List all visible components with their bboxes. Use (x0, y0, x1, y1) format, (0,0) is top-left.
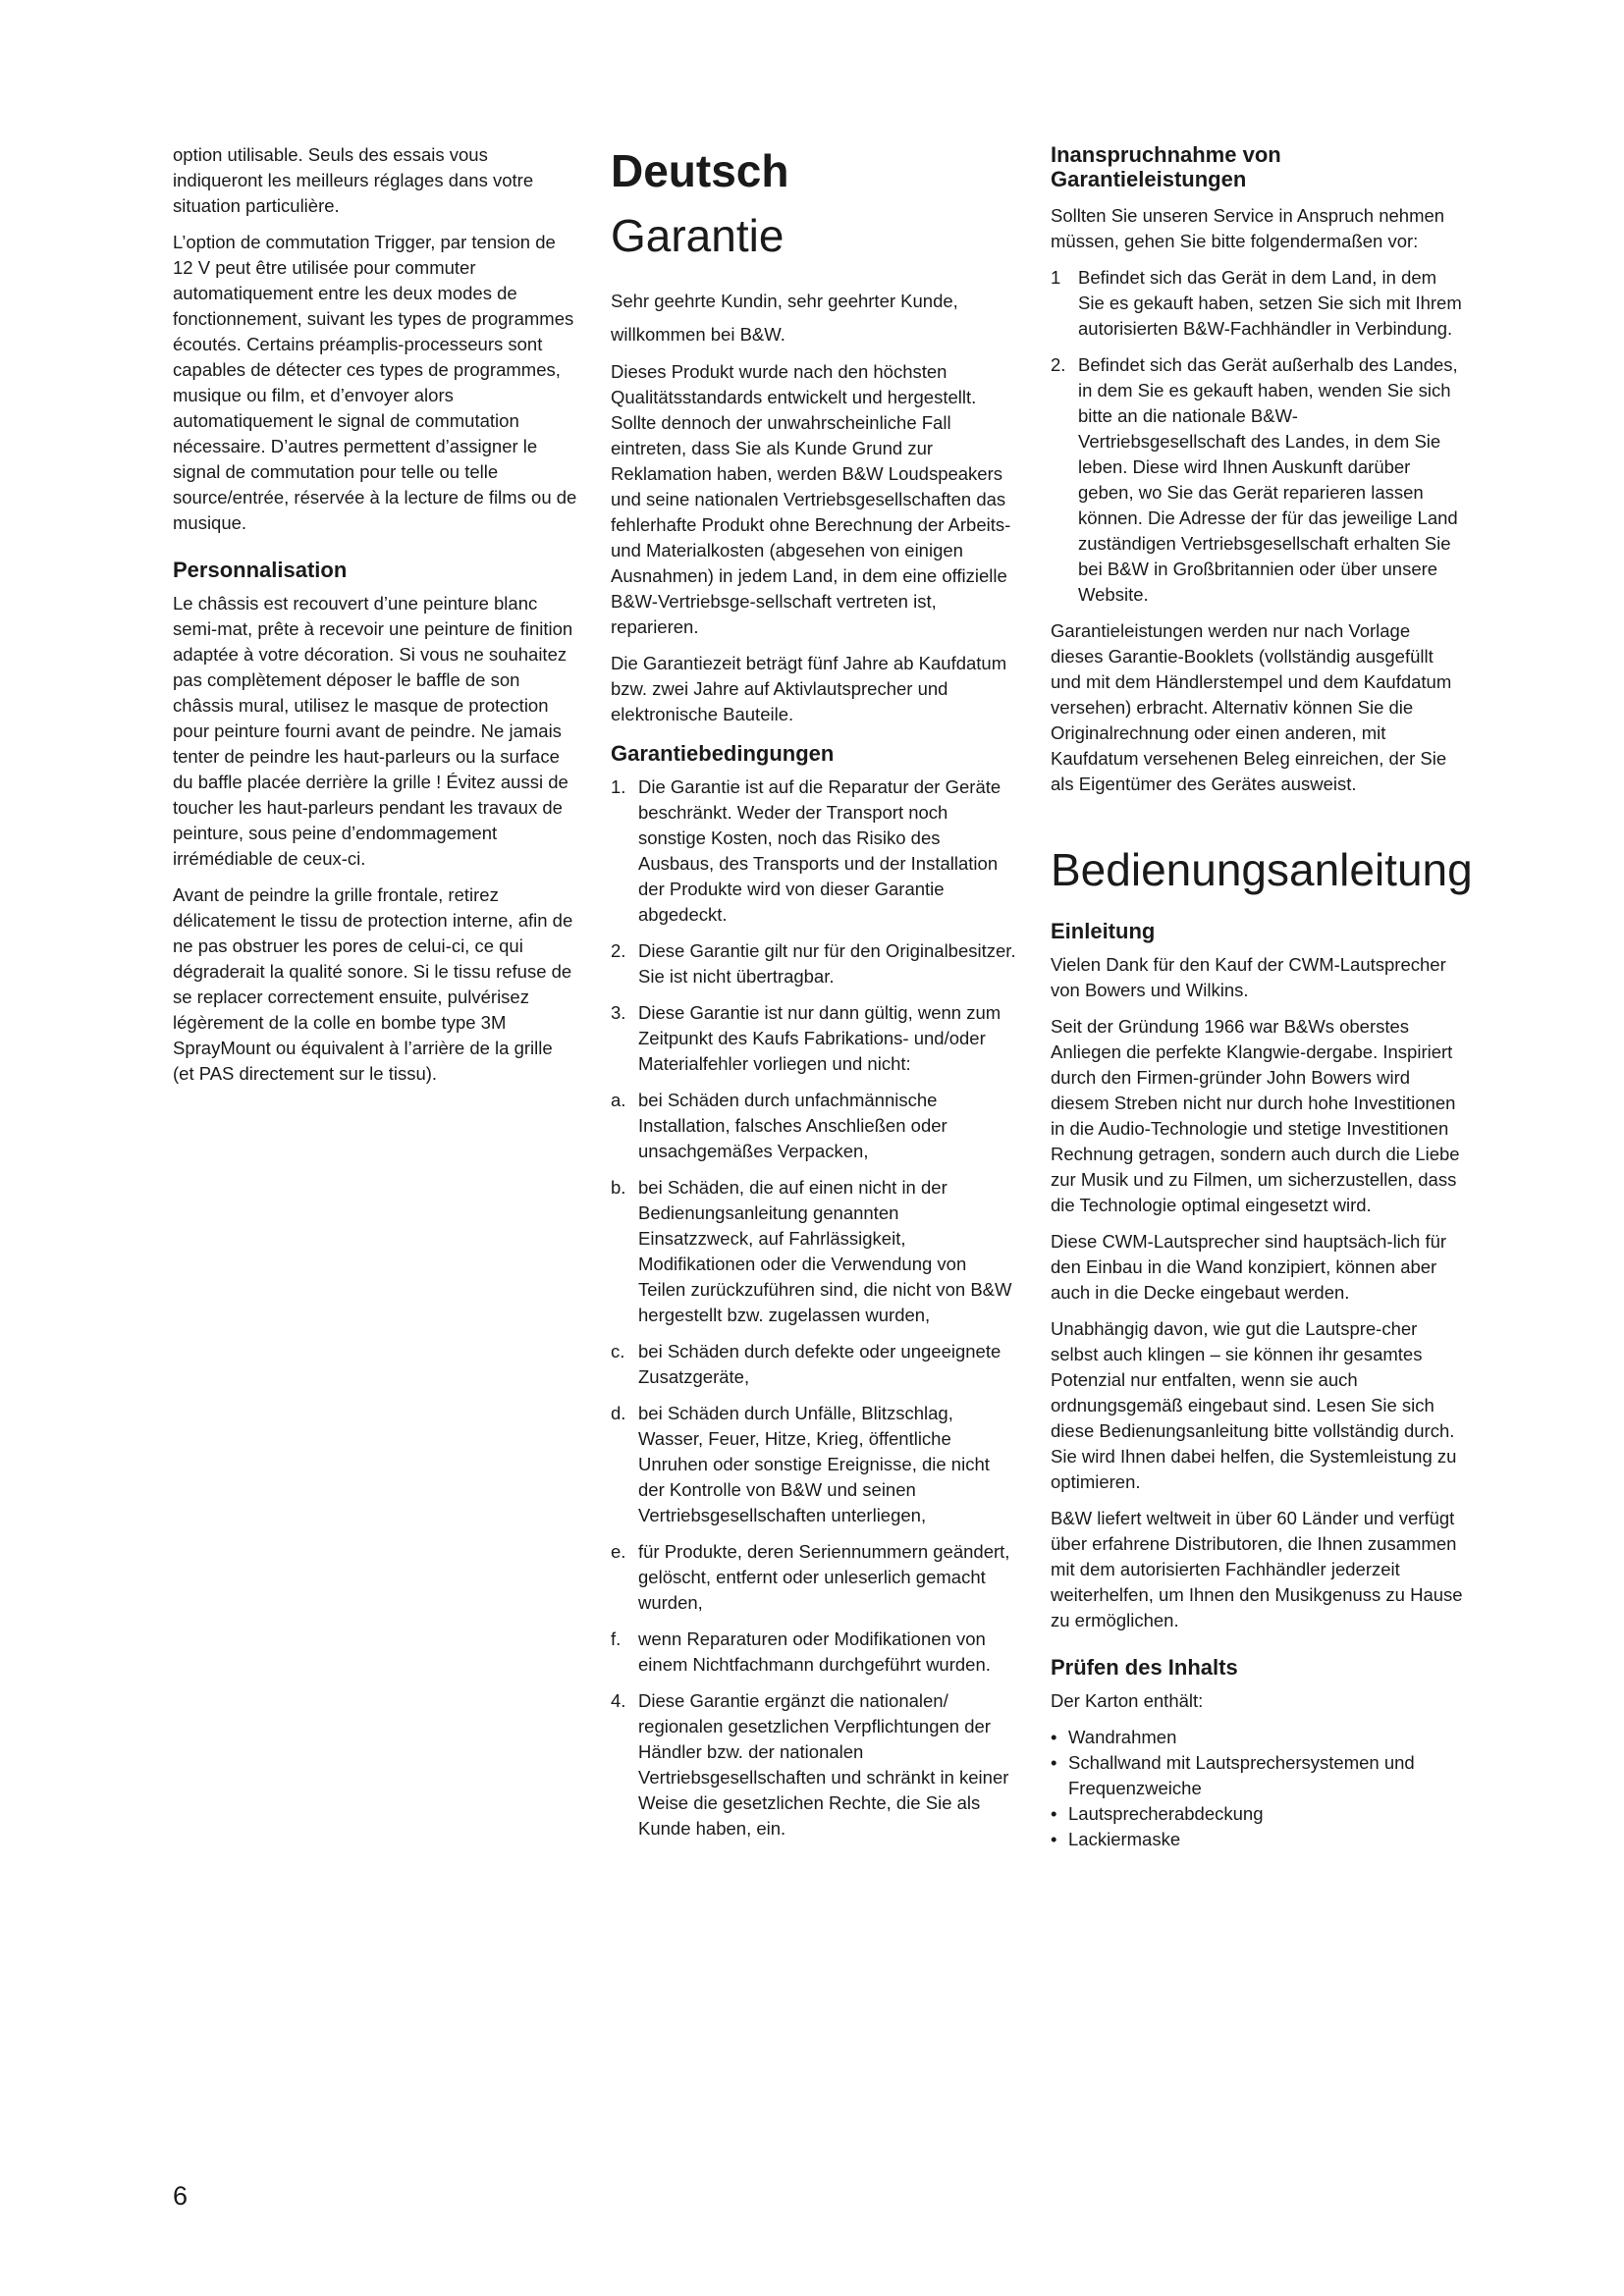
conditions-list (611, 774, 1017, 1842)
paragraph: Vielen Dank für den Kauf der CWM-Lautsprecher von Bowers und Wilkins. (1051, 954, 1446, 1000)
paragraph: L’option de commutation Trigger, par tension de 12 V peut être utilisée pour commuter automatiquement entre les deux modes de fonctionnement, suivant les types de programmes écoutés. Certains préamplis-processeurs sont capables de détecter ces types de programmes, musique ou film, et d’envoyer alors automatiquement le signal de commutation nécessaire. D’autres permettent d’assigner le signal de commutation pour telle ou telle source/entrée, réservée à la lecture de films ou de musique. (173, 232, 577, 533)
section-heading-pruefen: Prüfen des Inhalts (1051, 1655, 1238, 1680)
list-item (611, 938, 1017, 989)
list-item (611, 1088, 1017, 1164)
greeting: Sehr geehrte Kundin, sehr geehrter Kunde, willkommen bei B&W. (611, 291, 958, 345)
column-german-warranty (611, 137, 1017, 1852)
list-text: bei Schäden durch unfachmännische Installation, falsches Anschließen oder unsachgemäßes Verpacken, (638, 1090, 947, 1161)
paragraph: Die Garantiezeit beträgt fünf Jahre ab Kaufdatum bzw. zwei Jahre auf Aktivlautsprecher und elektronische Bauteile. (611, 653, 1007, 724)
list-item (611, 1688, 1017, 1842)
list-marker: 2. (611, 940, 626, 961)
list-item (1051, 265, 1463, 342)
column-german-service (1051, 142, 1473, 1852)
list-text: Wandrahmen (1068, 1727, 1177, 1747)
bullet: • (1051, 1727, 1057, 1747)
section-title-bedienungsanleitung: Bedienungsanleitung (1051, 844, 1473, 895)
list-marker: b. (611, 1177, 626, 1198)
list-marker: 1. (611, 776, 626, 797)
paragraph: Diese CWM-Lautsprecher sind hauptsäch-lich für den Einbau in die Wand konzipiert, können aber auch in die Decke eingebaut werden. (1051, 1231, 1447, 1303)
section-title-garantie: Garantie (611, 210, 785, 261)
list-text: wenn Reparaturen oder Modifikationen von einem Nichtfachmann durchgeführt wurden. (638, 1629, 991, 1675)
bullet: • (1051, 1803, 1057, 1824)
list-text: Lackiermaske (1068, 1829, 1181, 1849)
paragraph: Garantieleistungen werden nur nach Vorlage dieses Garantie-Booklets (vollständig ausgefüllt und mit dem Händlerstempel und dem Kaufdatum versehen) erbracht. Alternativ können Sie die Originalrechnung oder einen anderen, mit Kaufdatum versehenen Beleg einreichen, der Sie als Eigentümer des Gerätes ausweist. (1051, 620, 1452, 794)
list-item (1051, 1827, 1463, 1852)
paragraph: B&W liefert weltweit in über 60 Länder und verfügt über erfahrene Distributoren, die Ihnen zusammen mit dem autorisierten Fachhändler jederzeit weiterhelfen, um Ihnen den Musikgenuss zu Hause zu ermöglichen. (1051, 1508, 1463, 1630)
paragraph: Le châssis est recouvert d’une peinture blanc semi-mat, prête à recevoir une peinture de finition adaptée à votre décoration. Si vous ne souhaitez pas complètement déposer le baffle de son châssis mural, utilisez le masque de protection pour peinture fourni avant de peindre. Ne jamais tenter de peindre les haut-parleurs ou la surface du baffle placée derrière la grille ! Évitez aussi de toucher les haut-parleurs pendant les travaux de peinture, sous peine d’endommagement irrémédiable de ceux-ci. (173, 593, 573, 869)
list-item (611, 1339, 1017, 1390)
paragraph: Der Karton enthält: (1051, 1690, 1204, 1711)
column-french (173, 142, 577, 1097)
paragraph: Dieses Produkt wurde nach den höchsten Qualitätsstandards entwickelt und hergestellt. Sollte dennoch der unwahrscheinliche Fall eintreten, dass Sie als Kunde Grund zur Reklamation haben, werden B&W Loudspeakers und seine nationalen Vertriebsgesellschaften das fehlerhafte Produkt ohne Berechnung der Arbeits- und Materialkosten (abgesehen von einigen Ausnahmen) in jedem Land, in dem eine offizielle B&W-Vertriebsge-sellschaft vertreten ist, reparieren. (611, 361, 1011, 637)
section-heading-inanspruchnahme: Inanspruchnahme von Garantieleistungen (1051, 142, 1281, 191)
list-item (611, 1401, 1017, 1528)
list-text: Diese Garantie gilt nur für den Originalbesitzer. Sie ist nicht übertragbar. (638, 940, 1016, 987)
list-marker: c. (611, 1341, 625, 1362)
list-marker: 3. (611, 1002, 626, 1023)
list-marker: d. (611, 1403, 626, 1423)
list-text: bei Schäden durch defekte oder ungeeignete Zusatzgeräte, (638, 1341, 1001, 1387)
list-marker: 2. (1051, 354, 1066, 375)
list-text: Befindet sich das Gerät in dem Land, in dem Sie es gekauft haben, setzen Sie sich mit Ihrem autorisierten B&W-Fachhändler in Verbindung. (1078, 267, 1462, 339)
list-marker: f. (611, 1629, 622, 1649)
list-item (611, 774, 1017, 928)
list-item (611, 1000, 1017, 1077)
list-marker: 1 (1051, 267, 1061, 288)
list-marker: e. (611, 1541, 626, 1562)
service-steps-list (1051, 265, 1463, 608)
list-item (1051, 1750, 1463, 1801)
bullet: • (1051, 1829, 1057, 1849)
list-text: Lautsprecherabdeckung (1068, 1803, 1264, 1824)
list-item (611, 1627, 1017, 1678)
list-text: bei Schäden, die auf einen nicht in der Bedienungsanleitung genannten Einsatzzweck, auf Fahrlässigkeit, Modifikationen oder die Verwendung von Teilen zurückzuführen sind, die nicht von B&W hergestellt bzw. zugelassen wurden, (638, 1177, 1012, 1325)
section-heading-einleitung: Einleitung (1051, 919, 1156, 943)
list-text: bei Schäden durch Unfälle, Blitzschlag, Wasser, Feuer, Hitze, Krieg, öffentliche Unruhen oder sonstige Ereignisse, die nicht der Kontrolle von B&W und seinen Vertriebsgesellschaften unterliegen, (638, 1403, 990, 1525)
list-text: Befindet sich das Gerät außerhalb des Landes, in dem Sie es gekauft haben, wenden Sie sich bitte an die nationale B&W-Vertriebsgesellschaft des Landes, in dem Sie leben. Diese wird Ihnen Auskunft darüber geben, wo Sie das Gerät reparieren lassen können. Die Adresse der für das jeweilige Land zuständigen Vertriebsgesellschaft erhalten Sie bei B&W in Großbritannien oder über unsere Website. (1078, 354, 1458, 605)
list-marker: a. (611, 1090, 626, 1110)
list-marker: 4. (611, 1690, 626, 1711)
paragraph: option utilisable. Seuls des essais vous indiqueront les meilleurs réglages dans votre situation particulière. (173, 144, 534, 216)
section-heading-garantiebedingungen: Garantiebedingungen (611, 741, 835, 766)
list-text: Diese Garantie ist nur dann gültig, wenn zum Zeitpunkt des Kaufs Fabrikations- und/oder Materialfehler vorliegen und nicht: (638, 1002, 1001, 1074)
paragraph: Seit der Gründung 1966 war B&Ws oberstes Anliegen die perfekte Klangwie-dergabe. Inspiriert durch den Firmen-gründer John Bowers wird diesem Streben nicht nur durch hohe Investitionen in die Audio-Technologie und stetige Investitionen Rechnung getragen, sondern auch durch die Liebe zur Musik und zu Filmen, um sicherzustellen, dass die Technologie optimal eingesetzt wird. (1051, 1016, 1460, 1215)
paragraph: Avant de peindre la grille frontale, retirez délicatement le tissu de protection interne, afin de ne pas obstruer les pores de celui-ci, ce qui dégraderait la qualité sonore. Si le tissu refuse de se replacer correctement ensuite, pulvérisez légèrement de la colle en bombe type 3M SprayMount ou équivalent à l’arrière de la grille (et PAS directement sur le tissu). (173, 884, 573, 1084)
paragraph: Sollten Sie unseren Service in Anspruch nehmen müssen, gehen Sie bitte folgendermaßen vor: (1051, 205, 1445, 251)
section-heading-personnalisation: Personnalisation (173, 558, 348, 582)
list-item (611, 1539, 1017, 1616)
list-item (1051, 1725, 1463, 1750)
language-heading: Deutsch (611, 145, 789, 196)
list-item (1051, 352, 1463, 608)
list-item (1051, 1801, 1463, 1827)
list-text: Diese Garantie ergänzt die nationalen/ regionalen gesetzlichen Verpflichtungen der Händler bzw. der nationalen Vertriebsgesellschaften und schränkt in keiner Weise die gesetzlichen Rechte, die Sie als Kunde haben, ein. (638, 1690, 1009, 1839)
list-text: Schallwand mit Lautsprechersystemen und Frequenzweiche (1068, 1752, 1415, 1798)
bullet: • (1051, 1752, 1057, 1773)
contents-list (1051, 1725, 1463, 1852)
list-text: für Produkte, deren Seriennummern geändert, gelöscht, entfernt oder unleserlich gemacht wurden, (638, 1541, 1010, 1613)
paragraph: Unabhängig davon, wie gut die Lautspre-cher selbst auch klingen – sie können ihr gesamtes Potenzial nur entfalten, wenn sie auch ordnungsgemäß eingebaut sind. Lesen Sie sich diese Bedienungsanleitung bitte vollständig durch. Sie wird Ihnen dabei helfen, die Systemleistung zu optimieren. (1051, 1318, 1457, 1492)
page-number: 6 (173, 2181, 189, 2211)
list-item (611, 1175, 1017, 1328)
list-text: Die Garantie ist auf die Reparatur der Geräte beschränkt. Weder der Transport noch sonstige Kosten, noch das Risiko des Ausbaus, des Transports und der Installation der Produkte wird von dieser Garantie abgedeckt. (638, 776, 1001, 925)
